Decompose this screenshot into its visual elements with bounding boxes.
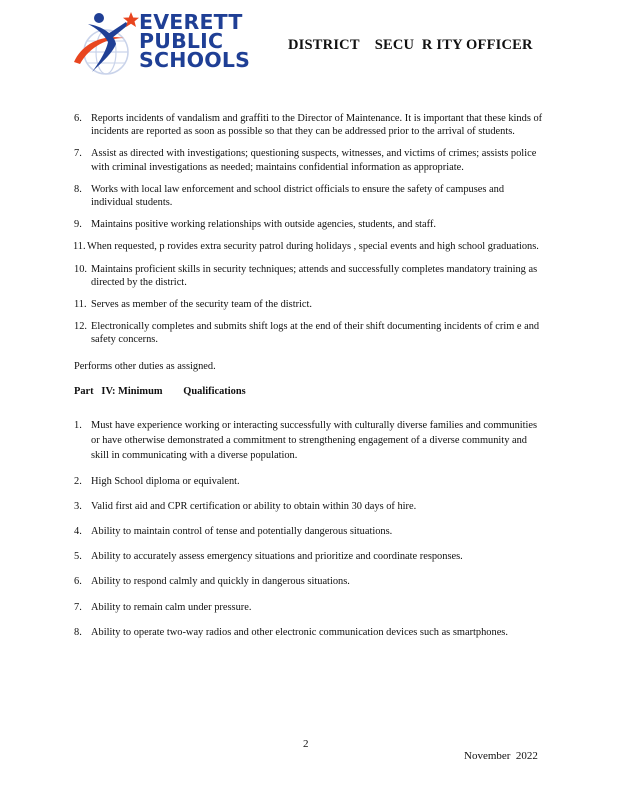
list-item: 8. Works with local law enforcement and school district officials to ensure the safety of campuses and individual students. bbox=[74, 183, 505, 209]
qualifications-list bbox=[74, 418, 544, 640]
logo-line-2: PUBLIC bbox=[139, 29, 224, 53]
document-body bbox=[74, 112, 544, 640]
list-item: 12. Electronically completes and submits shift logs at the end of their shift documenting incidents of crim e and safety concerns. bbox=[74, 321, 540, 346]
list-item: 8. Ability to operate two-way radios and other electronic communication devices such as smartphones. bbox=[74, 626, 508, 638]
section-heading: Part IV: Minimum Qualifications bbox=[74, 385, 246, 397]
list-item: 7. Ability to remain calm under pressure. bbox=[74, 601, 252, 613]
logo-line-1: EVERETT bbox=[139, 10, 243, 34]
list-item: 11. Serves as member of the security team of the district. bbox=[74, 299, 313, 311]
district-logo bbox=[68, 8, 251, 80]
duties-list bbox=[74, 112, 544, 347]
list-item: 2. High School diploma or equivalent. bbox=[74, 475, 240, 487]
list-item: 6. Ability to respond calmly and quickly in dangerous situations. bbox=[74, 576, 350, 588]
document-title: DISTRICT SECU R ITY OFFICER bbox=[288, 37, 533, 53]
footer-date: November 2022 bbox=[464, 750, 538, 762]
list-item: 6. Reports incidents of vandalism and graffiti to the Director of Maintenance. It is important that these kinds of incidents are reported as soon as possible so that they can be addressed prior to the arrival of students. bbox=[74, 113, 543, 138]
logo-line-3: SCHOOLS bbox=[139, 48, 251, 72]
closing-line: Performs other duties as assigned. bbox=[74, 360, 216, 372]
page-number: 2 bbox=[303, 738, 309, 750]
list-item: 10. Maintains proficient skills in security techniques; attends and successfully completes mandatory training as directed by the district. bbox=[74, 263, 538, 288]
list-item: 5. Ability to accurately assess emergency situations and prioritize and coordinate responses. bbox=[74, 551, 463, 563]
list-item: 4. Ability to maintain control of tense and potentially dangerous situations. bbox=[74, 526, 393, 538]
list-item: 11. When requested, p rovides extra security patrol during holidays , special events and high school graduations. bbox=[73, 241, 539, 253]
list-item: 1. Must have experience working or interacting successfully with culturally diverse families and communities or have otherwise demonstrated a commitment to strengthening engagement of a diverse community and skill in communicating with a diverse population. bbox=[74, 420, 538, 462]
list-item: 7. Assist as directed with investigations; questioning suspects, witnesses, and victims of crimes; assists police with criminal investigations as needed; maintains confidential information as appropriate. bbox=[74, 148, 537, 173]
list-item: 9. Maintains positive working relationships with outside agencies, students, and staff. bbox=[74, 219, 436, 231]
list-item: 3. Valid first aid and CPR certification or ability to obtain within 30 days of hire. bbox=[74, 500, 417, 512]
